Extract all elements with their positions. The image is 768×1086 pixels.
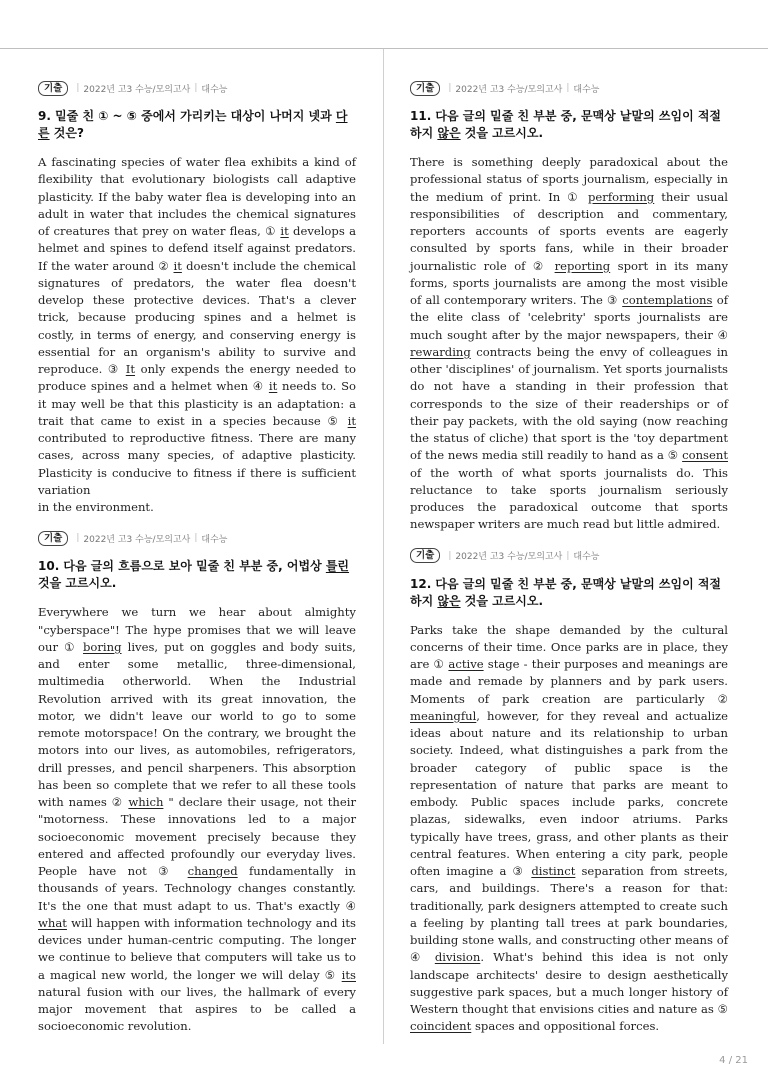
passage-text: of the worth of what sports journalists do. This reluctance to take sports journalism seriously produces the paradoxical outcome that sports newspaper writers are much read but little admired. bbox=[410, 465, 728, 532]
underlined-option: it bbox=[347, 413, 356, 428]
question-tag-line bbox=[38, 80, 356, 96]
tag-separator: | bbox=[566, 83, 570, 93]
passage-text: spaces and oppositional forces. bbox=[471, 1019, 660, 1034]
title-underlined-word: 않은 bbox=[437, 126, 461, 140]
underlined-option: active bbox=[448, 657, 484, 671]
question-title bbox=[410, 108, 728, 142]
tag-exam: 대수능 bbox=[573, 84, 600, 95]
underlined-option: It bbox=[125, 362, 136, 376]
passage-text: their usual responsibilities of description and commentary, reporters accounts of sports events are eagerly consulted by sports fans, while in their broader journalistic role of ② bbox=[410, 189, 728, 273]
gichul-badge: 기출 bbox=[410, 81, 440, 96]
question-10 bbox=[38, 530, 356, 1035]
underlined-option: contemplations bbox=[622, 293, 713, 307]
question-title bbox=[38, 108, 356, 142]
question-tag-line bbox=[38, 530, 356, 546]
passage-text: in the environment. bbox=[38, 500, 154, 514]
tag-separator: | bbox=[76, 83, 80, 93]
underlined-option: reporting bbox=[554, 258, 611, 273]
tag-year: 2022년 고3 수능/모의고사 bbox=[83, 84, 191, 95]
passage-text: stage - their purposes and meanings are made and remade by planners and by park users. Moments of park creation are particularly ② bbox=[410, 657, 728, 706]
tag-exam: 대수능 bbox=[201, 84, 228, 95]
title-text: 11. 다음 글의 밑줄 친 부분 중, 문맥상 낱말의 쓰임이 적절하지 bbox=[410, 109, 722, 140]
title-text: 것을 고르시오. bbox=[38, 576, 117, 591]
underlined-option: division bbox=[434, 950, 481, 965]
passage-text: separation from streets, cars, and buildings. There's a reason for that: traditionally, park designers attempted to create such a feeling by planting tall trees at park boundaries, building stone walls, and constructing other means of ④ bbox=[410, 864, 728, 965]
passage-text: lives, put on goggles and body suits, and enter some metallic, three-dimensional, multimedia otherworld. When the Industrial Revolution arrived with its great innovation, the motor, we didn't leave our world to go to some remote motorspace! On the contrary, we brought the motors into our lives, as automobiles, refrigerators, drill presses, and pencil sharpeners. This absorption has been so complete that we refer to all these tools with names ② bbox=[38, 639, 356, 809]
underlined-option: performing bbox=[588, 189, 655, 204]
tag-separator: | bbox=[566, 550, 570, 561]
tag-separator: | bbox=[448, 550, 452, 561]
tag-separator: | bbox=[448, 83, 452, 93]
title-underlined-word: 틀린 bbox=[325, 559, 350, 574]
underlined-option: it bbox=[173, 258, 182, 273]
tag-separator: | bbox=[194, 83, 198, 93]
title-text: 10. 다음 글의 흐름으로 보아 밑줄 친 부분 중, 어법상 bbox=[38, 559, 326, 574]
left-column bbox=[38, 80, 356, 1050]
tag-year: 2022년 고3 수능/모의고사 bbox=[455, 84, 563, 95]
passage-text: doesn't include the chemical signatures of predators, the water flea doesn't develop these protective devices. That's a clever trick, because producing spines and a helmet is costly, in terms of energy, and conserving energy is essential for an organism's ability to survive and reproduce. ③ bbox=[38, 258, 356, 376]
title-text: 12. 다음 글의 밑줄 친 부분 중, 문맥상 낱말의 쓰임이 적절하지 bbox=[410, 576, 722, 608]
passage-text: develops a helmet and spines to defend itself against predators. If the water around ② bbox=[38, 224, 356, 273]
title-text: 9. 밑줄 친 ① ~ ⑤ 중에서 가리키는 대상이 나머지 넷과 bbox=[38, 109, 336, 123]
passage-text: only expends the energy needed to produce spines and a helmet when ④ bbox=[38, 362, 357, 394]
question-12 bbox=[410, 548, 728, 1036]
underlined-option: consent bbox=[682, 448, 728, 463]
tag-year: 2022년 고3 수능/모의고사 bbox=[455, 552, 563, 562]
underlined-option: what bbox=[38, 915, 67, 930]
passage-text: Parks take the shape demanded by the cultural concerns of their time. Once parks are in place, they are ① bbox=[410, 622, 728, 671]
question-9 bbox=[38, 80, 356, 516]
tag-year: 2022년 고3 수능/모의고사 bbox=[83, 534, 191, 545]
underlined-option: coincident bbox=[410, 1019, 472, 1034]
passage-text: , however, for they reveal and actualize ideas about nature and its relationship to urban society. Indeed, what distinguishes a park from the broader category of public space is the representation of nature that parks are meant to embody. Public spaces include parks, concrete plazas, sidewalks, even indoor atriums. Parks typically have trees, grass, and other plants as their central features. When entering a city park, people often imagine a ③ bbox=[410, 708, 728, 878]
passage-text: contributed to reproductive fitness. There are many cases, across many species, of adaptive plasticity. Plasticity is conducive to fitness if there is sufficient variation bbox=[38, 431, 356, 497]
passage-text: will happen with information technology and its devices under human-centric computing. The longer we continue to believe that computers will take us to a magical new world, the longer we will delay ⑤ bbox=[38, 915, 356, 982]
title-text: 것은? bbox=[49, 126, 84, 140]
passage-text: There is something deeply paradoxical about the professional status of sports journalism, especially in the medium of print. In ① bbox=[410, 155, 728, 204]
column-divider bbox=[383, 49, 384, 1044]
title-underlined-word: 다른 bbox=[38, 109, 348, 140]
title-text: 것을 고르시오. bbox=[460, 593, 544, 608]
title-underlined-word: 않은 bbox=[437, 593, 461, 608]
passage-text: contracts being the envy of colleagues in other 'disciplines' of journalism. Yet sports journalists do not have a standing in their profession that corresponds to the size of their readerships or of their pay packets, with the old saying (now reaching the status of cliche) that sport is the 'toy department of the news media still readily to hand as a ⑤ bbox=[410, 344, 728, 463]
passage-text: Everywhere we turn we hear about almighty "cyberspace"! The hype promises that we will leave our ① bbox=[38, 605, 356, 654]
gichul-badge: 기출 bbox=[410, 548, 440, 563]
passage-text: . What's behind this idea is not only landscape architects' desire to design aesthetically suggestive park spaces, but a much longer history of Western thought that envisions cities and nature as ⑤ bbox=[410, 950, 728, 1016]
passage-text: fundamentally in thousands of years. Technology changes constantly. It's the one that must adapt to us. That's exactly ④ bbox=[38, 864, 356, 913]
question-11 bbox=[410, 80, 728, 534]
passage bbox=[410, 622, 728, 1036]
question-title bbox=[410, 576, 728, 610]
tag-separator: | bbox=[76, 533, 80, 544]
underlined-option: meaningful bbox=[410, 708, 477, 723]
passage bbox=[38, 604, 356, 1035]
underlined-option: changed bbox=[187, 864, 238, 878]
underlined-option: boring bbox=[82, 639, 122, 654]
title-text: 것을 고르시오. bbox=[460, 126, 544, 140]
underlined-option: it bbox=[280, 224, 289, 238]
passage-text: A fascinating species of water flea exhibits a kind of flexibility that evolutionary biologists call adaptive plasticity. If the baby water flea is developing into an adult in water that includes the chemical signatures of creatures that prey on water fleas, ① bbox=[38, 155, 356, 238]
tag-exam: 대수능 bbox=[201, 534, 228, 545]
underlined-option: its bbox=[341, 967, 356, 982]
underlined-option: which bbox=[128, 795, 164, 809]
gichul-badge: 기출 bbox=[38, 81, 68, 96]
underlined-option: distinct bbox=[531, 864, 576, 878]
right-column bbox=[410, 80, 728, 1050]
header-rule bbox=[0, 48, 768, 49]
gichul-badge: 기출 bbox=[38, 531, 68, 546]
passage-text: natural fusion with our lives, the hallmark of every major movement that aspires to be called a socioeconomic revolution. bbox=[38, 984, 356, 1034]
passage-text: sport in its many forms, sports journalists are among the most visible of all contemporary writers. The ③ bbox=[410, 258, 728, 307]
question-title bbox=[38, 558, 356, 592]
passage-text: " declare their usage, not their "motorness. These innovations led to a major socioeconomic movement precisely because they entered and affected profoundly our everyday lives. People have not ③ bbox=[38, 795, 356, 878]
underlined-option: rewarding bbox=[410, 344, 471, 359]
passage bbox=[410, 154, 728, 534]
tag-exam: 대수능 bbox=[573, 552, 600, 562]
passage bbox=[38, 154, 356, 516]
passage-text: needs to. So it may well be that this plasticity is an adaptation: a trait that came to exist in a species because ⑤ bbox=[38, 379, 356, 428]
tag-separator: | bbox=[194, 533, 198, 544]
passage-text: of the elite class of 'celebrity' sports journalists are much sought after by the major newspapers, their ④ bbox=[410, 293, 728, 342]
underlined-option: it bbox=[268, 379, 278, 394]
page-number: 4 / 21 bbox=[719, 1055, 748, 1066]
question-tag-line bbox=[410, 548, 728, 564]
question-tag-line bbox=[410, 80, 728, 96]
